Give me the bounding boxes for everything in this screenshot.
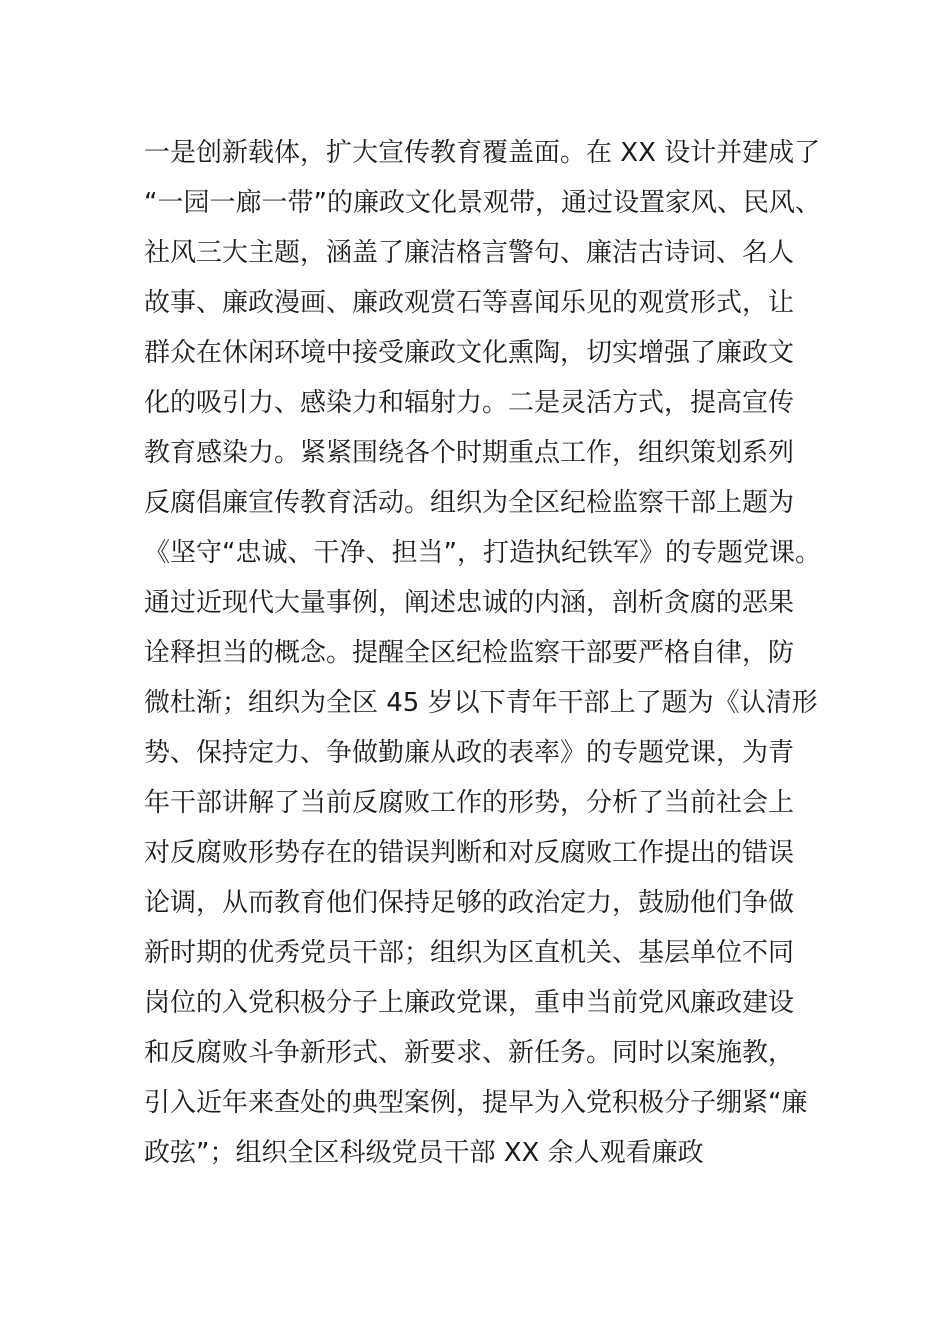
text-line: 教育感染力。紧紧围绕各个时期重点工作，组织策划系列 <box>144 438 795 468</box>
text-line: 对反腐败形势存在的错误判断和对反腐败工作提出的错误 <box>144 838 795 868</box>
text-line: 年干部讲解了当前反腐败工作的形势，分析了当前社会上 <box>144 788 795 818</box>
text-line: 微杜渐；组织为全区 45 岁以下青年干部上了题为《认清形 <box>144 688 818 718</box>
text-line: 《坚守“忠诚、干净、担当”，打造执纪铁军》的专题党课。 <box>144 538 821 568</box>
text-line: 论调，从而教育他们保持足够的政治定力，鼓励他们争做 <box>144 888 795 918</box>
body-paragraph <box>144 128 824 1178</box>
text-line: 一是创新载体，扩大宣传教育覆盖面。在 XX 设计并建成了 <box>144 138 821 168</box>
text-line: 势、保持定力、争做勤廉从政的表率》的专题党课，为青 <box>144 738 795 768</box>
text-line: 社风三大主题，涵盖了廉洁格言警句、廉洁古诗词、名人 <box>144 238 795 268</box>
text-line: 化的吸引力、感染力和辐射力。二是灵活方式，提高宣传 <box>144 388 795 418</box>
text-line: 故事、廉政漫画、廉政观赏石等喜闻乐见的观赏形式，让 <box>144 288 795 318</box>
text-line: 诠释担当的概念。提醒全区纪检监察干部要严格自律，防 <box>144 638 795 668</box>
text-line: 反腐倡廉宣传教育活动。组织为全区纪检监察干部上题为 <box>144 488 795 518</box>
text-line: 引入近年来查处的典型案例，提早为入党积极分子绷紧“廉 <box>144 1088 808 1118</box>
text-line: 政弦”；组织全区科级党员干部 XX 余人观看廉政 <box>144 1138 704 1168</box>
text-line: “一园一廊一带”的廉政文化景观带，通过设置家风、民风、 <box>144 188 821 218</box>
text-line: 新时期的优秀党员干部；组织为区直机关、基层单位不同 <box>144 938 795 968</box>
text-line: 岗位的入党积极分子上廉政党课，重申当前党风廉政建设 <box>144 988 795 1018</box>
text-line: 通过近现代大量事例，阐述忠诚的内涵，剖析贪腐的恶果 <box>144 588 795 618</box>
text-line: 群众在休闲环境中接受廉政文化熏陶，切实增强了廉政文 <box>144 338 795 368</box>
text-line: 和反腐败斗争新形式、新要求、新任务。同时以案施教， <box>144 1038 795 1068</box>
